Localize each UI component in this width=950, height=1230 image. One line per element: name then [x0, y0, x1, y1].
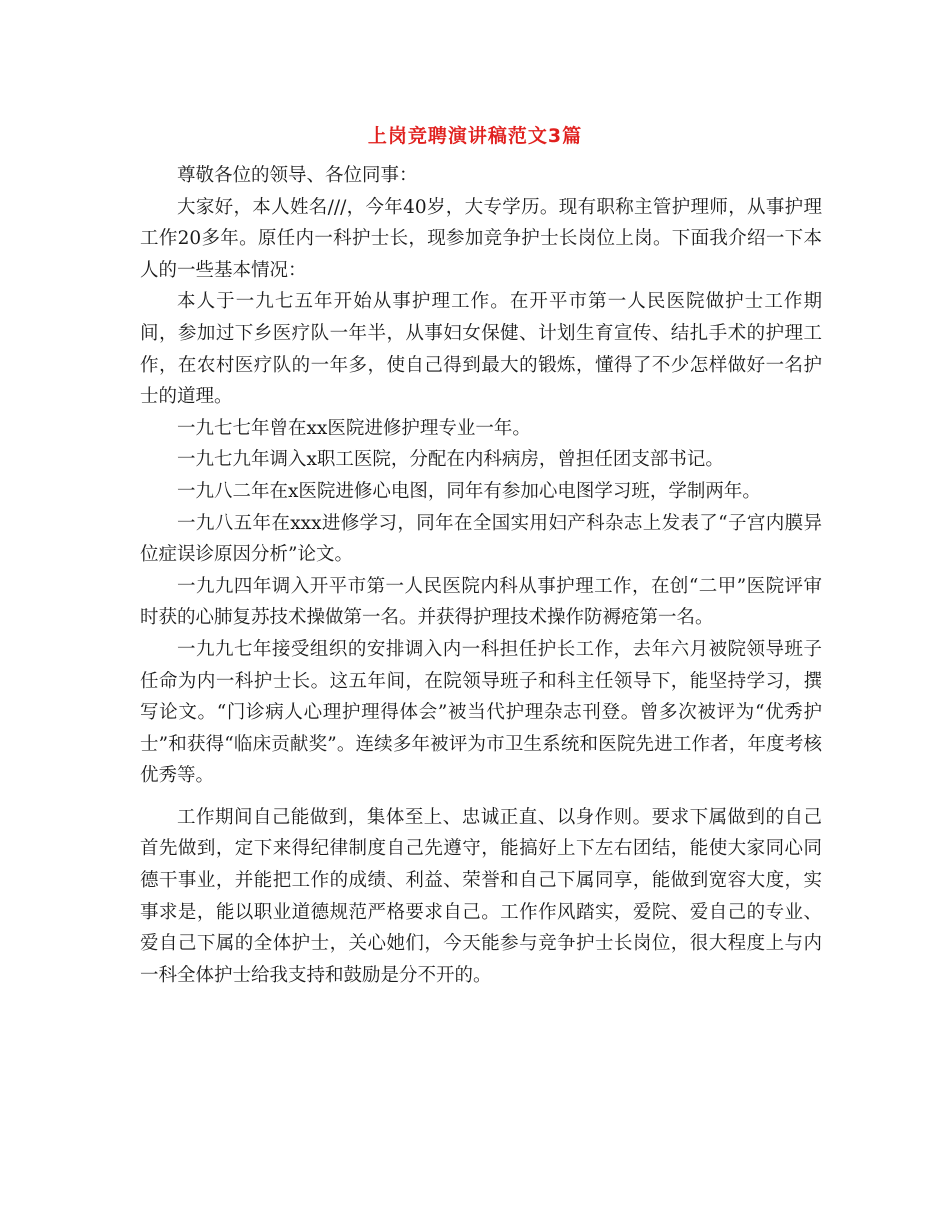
paragraph-work-conduct: 工作期间自己能做到，集体至上、忠诚正直、以身作则。要求下属做到的自己首先做到，定下来得纪律制度自己先遵守，能搞好上下左右团结，能使大家同心同德干事业，并能把工作的成绩、利益、荣誉和自己下属同享，能做到宽容大度，实事求是，能以职业道德规范严格要求自己。工作作风踏实，爱院、爱自己的专业、爱自己下属的全体护士，关心她们，今天能参与竞争护士长岗位，很大程度上与内一科全体护士给我支持和鼓励是分不开的。: [140, 806, 822, 986]
paragraph-introduction: 大家好，本人姓名///，今年40岁，大专学历。现有职称主管护理师，从事护理工作20多年。原任内一科护士长，现参加竞争护士长岗位上岗。下面我介绍一下本人的一些基本情况：: [140, 196, 822, 281]
paragraph-career-start: 本人于一九七五年开始从事护理工作。在开平市第一人民医院做护士工作期间，参加过下乡医疗队一年半，从事妇女保健、计划生育宣传、结扎手术的护理工作，在农村医疗队的一年多，使自己得到最大的锻炼，懂得了不少怎样做好一名护士的道理。: [140, 291, 822, 408]
paragraph-1977: 一九七七年曾在xx医院进修护理专业一年。: [177, 417, 531, 439]
paragraph-1985: 一九八五年在xxx进修学习，同年在全国实用妇产科杂志上发表了“子宫内膜异位症误诊原因分析”论文。: [140, 512, 822, 566]
paragraph-1994: 一九九四年调入开平市第一人民医院内科从事护理工作，在创“二甲”医院评审时获的心肺复苏技术操做第一名。并获得护理技术操作防褥疮第一名。: [140, 575, 822, 629]
paragraph-salutation: 尊敬各位的领导、各位同事：: [177, 165, 418, 186]
document-body: [140, 160, 822, 991]
paragraph-1979: 一九七九年调入x职工医院，分配在内科病房，曾担任团支部书记。: [177, 449, 724, 471]
paragraph-1997: 一九九七年接受组织的安排调入内一科担任护长工作，去年六月被院领导班子任命为内一科护士长。这五年间，在院领导班子和科主任领导下，能坚持学习，撰写论文。“门诊病人心理护理得体会”被当代护理杂志刊登。曾多次被评为“优秀护士”和获得“临床贡献奖”。连续多年被评为市卫生系统和医院先进工作者，年度考核优秀等。: [140, 638, 822, 787]
document-title: 上岗竞聘演讲稿范文3篇: [367, 125, 583, 147]
paragraph-1982: 一九八二年在x医院进修心电图，同年有参加心电图学习班，学制两年。: [177, 480, 761, 502]
